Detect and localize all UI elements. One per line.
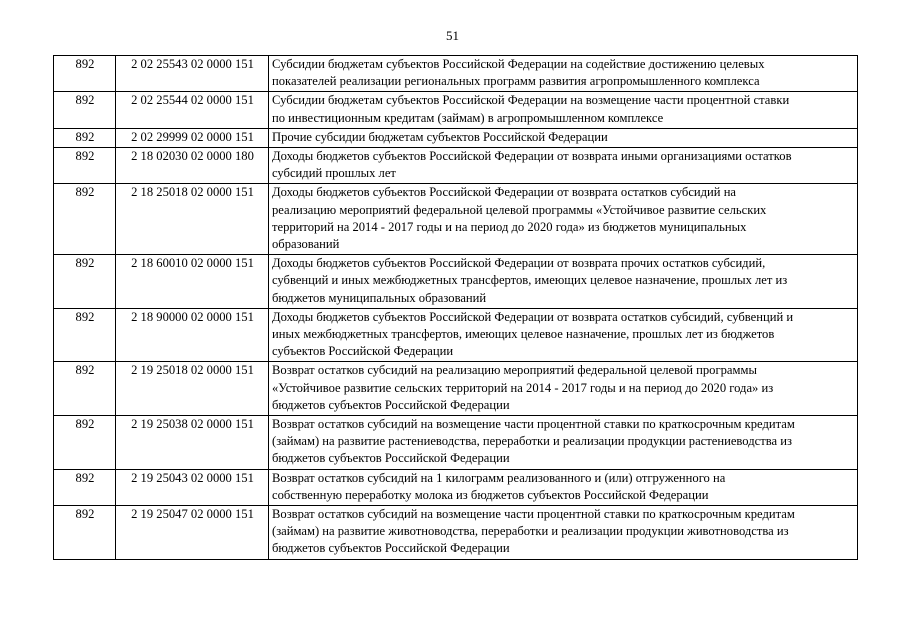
admin-code-cell: 892	[54, 148, 116, 184]
description-line: Возврат остатков субсидий на возмещение части процентной ставки по краткосрочным кредитам	[272, 417, 795, 432]
income-code-cell: 2 18 25018 02 0000 151	[116, 184, 269, 255]
table-row	[54, 469, 858, 505]
description-line: бюджетов субъектов Российской Федерации	[272, 451, 510, 466]
description-line: бюджетов субъектов Российской Федерации	[272, 397, 510, 412]
table-row	[54, 506, 858, 560]
table-row	[54, 56, 858, 92]
description-line: Доходы бюджетов субъектов Российской Федерации от возврата прочих остатков субсидий,	[272, 256, 766, 271]
income-code-cell: 2 19 25047 02 0000 151	[116, 506, 269, 560]
description-line: бюджетов муниципальных образований	[272, 290, 487, 305]
description-line: Доходы бюджетов субъектов Российской Федерации от возврата иными организациями остатков	[272, 149, 792, 164]
description-cell	[269, 469, 858, 505]
admin-code-cell: 892	[54, 416, 116, 470]
table-row	[54, 92, 858, 128]
description-line: реализацию мероприятий федеральной целевой программы «Устойчивое развитие сельских	[272, 202, 767, 217]
admin-code-cell: 892	[54, 92, 116, 128]
income-code-cell: 2 19 25043 02 0000 151	[116, 469, 269, 505]
description-line: Доходы бюджетов субъектов Российской Федерации от возврата остатков субсидий, субвенций и	[272, 309, 794, 324]
admin-code-cell: 892	[54, 255, 116, 309]
table-row	[54, 416, 858, 470]
description-line: по инвестиционным кредитам (займам) в агропромышленном комплексе	[272, 110, 664, 125]
description-line: образований	[272, 237, 340, 252]
admin-code-cell: 892	[54, 56, 116, 92]
description-line: территорий на 2014 - 2017 годы и на период до 2020 года» из бюджетов муниципальных	[272, 219, 747, 234]
description-line: иных межбюджетных трансфертов, имеющих целевое назначение, прошлых лет из бюджетов	[272, 327, 775, 342]
description-line: Субсидии бюджетам субъектов Российской Федерации на содействие достижению целевых	[272, 57, 765, 71]
income-code-cell: 2 02 29999 02 0000 151	[116, 128, 269, 147]
description-cell	[269, 184, 858, 255]
admin-code-cell: 892	[54, 184, 116, 255]
description-cell	[269, 128, 858, 147]
description-line: Возврат остатков субсидий на 1 килограмм реализованного и (или) отгруженного на	[272, 470, 726, 485]
table-row	[54, 148, 858, 184]
admin-code-cell: 892	[54, 469, 116, 505]
description-cell	[269, 506, 858, 560]
description-line: субъектов Российской Федерации	[272, 344, 454, 359]
description-line: собственную переработку молока из бюджетов субъектов Российской Федерации	[272, 487, 709, 502]
income-code-cell: 2 02 25544 02 0000 151	[116, 92, 269, 128]
income-code-cell: 2 18 02030 02 0000 180	[116, 148, 269, 184]
description-line: Возврат остатков субсидий на возмещение части процентной ставки по краткосрочным кредитам	[272, 507, 795, 522]
description-line: субсидий прошлых лет	[272, 166, 396, 181]
description-cell	[269, 416, 858, 470]
income-code-cell: 2 18 90000 02 0000 151	[116, 308, 269, 362]
table-row	[54, 308, 858, 362]
description-cell	[269, 92, 858, 128]
income-code-cell: 2 19 25038 02 0000 151	[116, 416, 269, 470]
admin-code-cell: 892	[54, 308, 116, 362]
admin-code-cell: 892	[54, 506, 116, 560]
page-number: 51	[446, 28, 459, 43]
description-line: (займам) на развитие животноводства, переработки и реализации продукции животноводства из	[272, 524, 789, 539]
description-line: субвенций и иных межбюджетных трансфертов, имеющих целевое назначение, прошлых лет из	[272, 273, 788, 288]
budget-classification-table	[53, 55, 858, 560]
description-line: Возврат остатков субсидий на реализацию мероприятий федеральной целевой программы	[272, 363, 757, 378]
income-code-cell: 2 18 60010 02 0000 151	[116, 255, 269, 309]
description-line: «Устойчивое развитие сельских территорий на 2014 - 2017 годы и на период до 2020 года» из	[272, 380, 774, 395]
income-code-cell: 2 02 25543 02 0000 151	[116, 56, 269, 92]
description-cell	[269, 308, 858, 362]
description-cell	[269, 362, 858, 416]
admin-code-cell: 892	[54, 362, 116, 416]
description-line: бюджетов субъектов Российской Федерации	[272, 541, 510, 556]
table-row	[54, 128, 858, 147]
description-line: (займам) на развитие растениеводства, переработки и реализации продукции растениеводства из	[272, 434, 792, 449]
description-line: Субсидии бюджетам субъектов Российской Федерации на возмещение части процентной ставки	[272, 93, 790, 108]
table-row	[54, 184, 858, 255]
table-row	[54, 362, 858, 416]
description-cell	[269, 255, 858, 309]
table-row	[54, 255, 858, 309]
description-cell	[269, 56, 858, 92]
description-line: Доходы бюджетов субъектов Российской Федерации от возврата остатков субсидий на	[272, 185, 737, 200]
table-body	[54, 56, 858, 560]
income-code-cell: 2 19 25018 02 0000 151	[116, 362, 269, 416]
admin-code-cell: 892	[54, 128, 116, 147]
description-line: Прочие субсидии бюджетам субъектов Российской Федерации	[272, 129, 608, 144]
description-line: показателей реализации региональных программ развития агропромышленного комплекса	[272, 74, 760, 89]
description-cell	[269, 148, 858, 184]
